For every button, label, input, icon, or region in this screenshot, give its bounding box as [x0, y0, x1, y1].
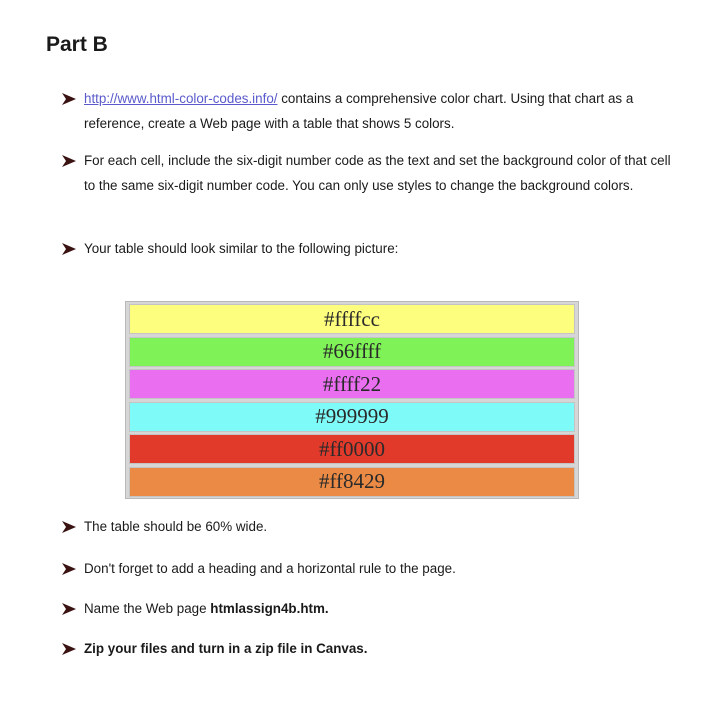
bullet-item-cell-codes — [62, 149, 672, 198]
bullet-text: For each cell, include the six-digit number code as the text and set the background color of that cell to the same six-digit number code. You can only use styles to change the background colors. — [84, 153, 671, 193]
bullet-text-body: Name the Web page — [84, 601, 211, 616]
bullet-item-page-name — [62, 597, 672, 622]
color-cell: #ffffcc — [129, 304, 575, 334]
arrow-bullet-icon — [62, 155, 76, 167]
color-codes-link[interactable]: http://www.html-color-codes.info/ — [84, 91, 278, 106]
arrow-bullet-icon — [62, 93, 76, 105]
bullet-text: Zip your files and turn in a zip file in Canvas. — [84, 641, 368, 656]
bullet-text — [84, 597, 672, 622]
bullet-text-body: contains a comprehensive color chart. Using that chart as a reference, create a Web page with a table that shows 5 colors. — [84, 91, 634, 131]
bullet-text: Don't forget to add a heading and a horizontal rule to the page. — [84, 561, 456, 576]
bullet-text — [84, 87, 672, 136]
page-heading: Part B — [46, 33, 108, 56]
arrow-bullet-icon — [62, 521, 76, 533]
file-name: htmlassign4b.htm. — [210, 601, 329, 616]
arrow-bullet-icon — [62, 643, 76, 655]
arrow-bullet-icon — [62, 563, 76, 575]
color-cell: #ff0000 — [129, 434, 575, 464]
bullet-text: The table should be 60% wide. — [84, 519, 268, 534]
color-cell: #999999 — [129, 402, 575, 432]
color-cell: #ffff22 — [129, 369, 575, 399]
sample-color-table — [125, 301, 579, 499]
arrow-bullet-icon — [62, 243, 76, 255]
bullet-item-zip-files — [62, 637, 672, 662]
bullet-text: Your table should look similar to the following picture: — [84, 241, 399, 256]
color-cell: #ff8429 — [129, 467, 575, 497]
color-cell: #66ffff — [129, 337, 575, 367]
bullet-item-table-look — [62, 237, 672, 262]
arrow-bullet-icon — [62, 603, 76, 615]
bullet-item-table-width — [62, 515, 672, 540]
bullet-item-heading-rule — [62, 557, 672, 582]
bullet-item-color-chart — [62, 87, 672, 136]
